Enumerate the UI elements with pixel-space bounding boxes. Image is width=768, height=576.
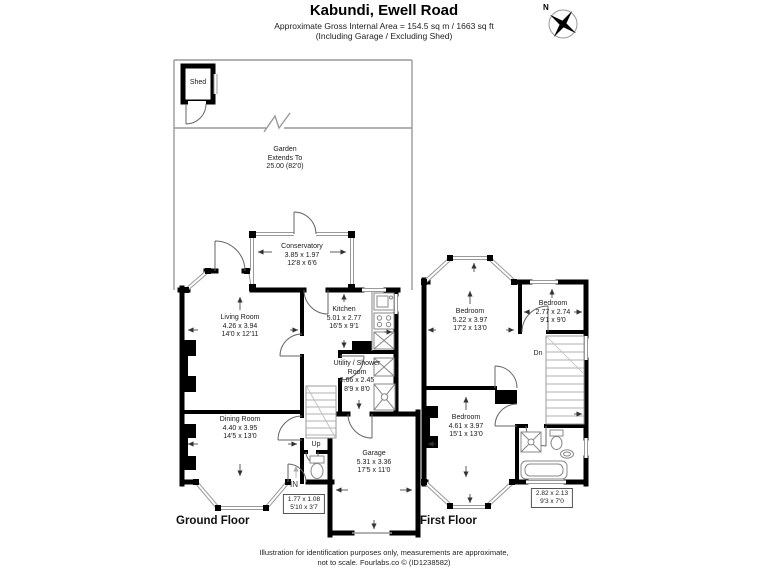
stairs-up-label: Up (311, 441, 321, 448)
bedroom-front-label: Bedroom 5.22 x 3.97 17'2 x 13'0 (452, 308, 488, 332)
ff-stairs (546, 336, 584, 424)
kitchen-label: Kitchen 5.01 x 2.77 16'5 x 9'1 (326, 306, 362, 330)
ff-wall-block (495, 390, 517, 404)
disclaimer-line1: Illustration for identification purposes only, measurements are approximate, (259, 548, 509, 557)
dining-room-label: Dining Room 4.40 x 3.95 14'5 x 13'0 (219, 416, 261, 440)
boundary-break-icon (264, 113, 290, 132)
ff-bathroom-fixtures (521, 430, 574, 479)
cistern-icon (550, 430, 563, 436)
conservatory-label: Conservatory 3.85 x 1.97 12'8 x 6'6 (281, 243, 323, 267)
shed-label: Shed (189, 79, 207, 86)
entrance-in-label: IN (290, 480, 298, 489)
shower-icon (521, 432, 541, 452)
utility-room-label: Utility / Shower Room 2.66 x 2.45 8'9 x 8'0 (333, 360, 381, 393)
area-note: (Including Garage / Excluding Shed) (315, 31, 453, 41)
disclaimer-line2: not to scale. Fourlabs.co © (ID1238582) (317, 558, 451, 567)
property-title: Kabundi, Ewell Road (309, 2, 459, 19)
ground-floor-label: Ground Floor (176, 515, 250, 527)
bedroom-back-label: Bedroom 4.61 x 3.97 15'1 x 13'0 (448, 414, 484, 438)
compass-north-label: N (543, 3, 549, 12)
appliance-icon (374, 332, 394, 349)
bathroom-dimensions-box: 2.82 x 2.13 9'3 x 7'0 (531, 488, 573, 508)
gf-wc-fixtures (310, 456, 324, 479)
shed (183, 66, 216, 124)
hob-icon (374, 313, 394, 329)
first-floor-label: First Floor (420, 515, 477, 527)
garden-label: Garden Extends To 25.00 (82'0) (266, 146, 304, 170)
toilet-icon (551, 437, 562, 450)
area-subtitle: Approximate Gross Internal Area = 154.5 sq m / 1663 sq ft (274, 21, 494, 31)
bedroom-small-label: Bedroom 2.77 x 2.74 9'1 x 9'0 (535, 300, 571, 324)
gf-wall-block (352, 341, 372, 353)
living-room-label: Living Room 4.26 x 3.94 14'0 x 12'11 (220, 314, 260, 338)
stairs-dn-label: Dn (533, 350, 543, 357)
cistern-icon (310, 456, 324, 463)
ff-chimney (426, 406, 439, 448)
first-floor-plan (421, 255, 586, 509)
ff-bay-posts (421, 255, 517, 509)
toilet-icon (311, 464, 323, 479)
wc-dimensions-box: 1.77 x 1.08 5'10 x 3'7 (283, 494, 325, 514)
gf-chimneys (184, 340, 197, 470)
garage-label: Garage 5.31 x 3.36 17'5 x 11'0 (356, 450, 392, 474)
